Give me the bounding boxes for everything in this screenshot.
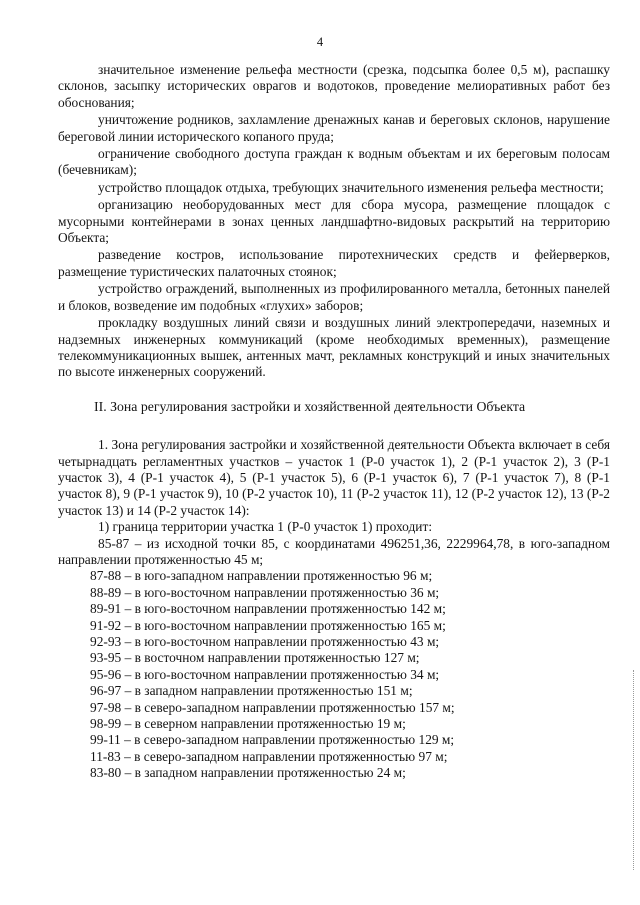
restriction-item: ограничение свободного доступа граждан к водным объектам и их береговым полосам (бечевникам); — [58, 146, 610, 178]
restriction-item: устройство площадок отдыха, требующих значительного изменения рельефа местности; — [98, 179, 604, 195]
boundary-segment: 98-99 – в северном направлении протяженностью 19 м; — [90, 716, 406, 732]
boundary-segment: 83-80 – в западном направлении протяженностью 24 м; — [90, 765, 406, 781]
page-number: 4 — [316, 35, 324, 49]
boundary-start: 85-87 – из исходной точки 85, с координатами 496251,36, 2229964,78, в юго-западном направлении протяженностью 45 м; — [58, 535, 610, 567]
restriction-item: разведение костров, использование пиротехнических средств и фейерверков, размещение туристических палаточных стоянок; — [58, 247, 610, 279]
boundary-segment: 89-91 – в юго-восточном направлении протяженностью 142 м; — [90, 601, 446, 617]
restrictions-list — [58, 62, 610, 381]
restriction-item: организацию необорудованных мест для сбора мусора, размещение площадок с мусорными контейнерами в зонах ценных ландшафтно-видовых раскрытий на территорию Объекта; — [58, 197, 610, 246]
boundary-segment: 11-83 – в северо-западном направлении протяженностью 97 м; — [90, 748, 448, 764]
zone-intro-paragraph: 1. Зона регулирования застройки и хозяйственной деятельности Объекта включает в себя четырнадцать регламентных участков – участок 1 (Р-0 участок 1), 2 (Р-1 участок 2), 3 (Р-1 участок 3), 4 (Р-1 участок 4), 5 (Р-1 участок 5), 6 (Р-1 участок 6), 7 (Р-1 участок 7), 8 (Р-1 участок 8), 9 (Р-1 участок 9), 10 (Р-2 участок 10), 11 (Р-2 участок 11), 12 (Р-2 участок 12), 13 (Р-2 участок 13) и 14 (Р-2 участок 14): — [58, 437, 610, 518]
boundary-segment: 91-92 – в юго-восточном направлении протяженностью 165 м; — [90, 617, 446, 633]
boundary-segment: 93-95 – в восточном направлении протяженностью 127 м; — [90, 650, 420, 666]
boundary-segment: 92-93 – в юго-восточном направлении протяженностью 43 м; — [90, 634, 440, 649]
boundary-segment: 97-98 – в северо-западном направлении протяженностью 157 м; — [90, 699, 455, 715]
restriction-item: значительное изменение рельефа местности (срезка, подсыпка более 0,5 м), распашку склонов, засыпку исторических оврагов и водотоков, проведение мелиоративных работ без обоснования; — [58, 62, 610, 110]
restriction-item: уничтожение родников, захламление дренажных канав и береговых склонов, нарушение береговой линии исторического копаного пруда; — [58, 112, 610, 144]
boundary-segment: 95-96 – в юго-восточном направлении протяженностью 34 м; — [90, 666, 440, 682]
boundary-segment: 88-89 – в юго-восточном направлении протяженностью 36 м; — [90, 584, 440, 600]
restriction-item: прокладку воздушных линий связи и воздушных линий электропередачи, наземных и надземных инженерных коммуникаций (кроме необходимых временных), размещение телекоммуникационных вышек, антенных мачт, рекламных конструкций и иных значительных по высоте инженерных сооружений. — [58, 315, 610, 380]
boundary-segments — [58, 568, 610, 781]
section-heading: II. Зона регулирования застройки и хозяйственной деятельности Объекта — [94, 398, 526, 414]
document-body — [58, 62, 610, 782]
boundary-title: 1) граница территории участка 1 (Р-0 участок 1) проходит: — [98, 519, 433, 535]
boundary-segment: 99-11 – в северо-западном направлении протяженностью 129 м; — [90, 732, 455, 748]
boundary-segment: 96-97 – в западном направлении протяженностью 151 м; — [90, 683, 413, 699]
boundary-segment: 87-88 – в юго-западном направлении протяженностью 96 м; — [90, 568, 433, 584]
scan-edge-mark — [633, 670, 634, 870]
restriction-item: устройство ограждений, выполненных из профилированного металла, бетонных панелей и блоков, возведение им подобных «глухих» заборов; — [58, 281, 610, 313]
